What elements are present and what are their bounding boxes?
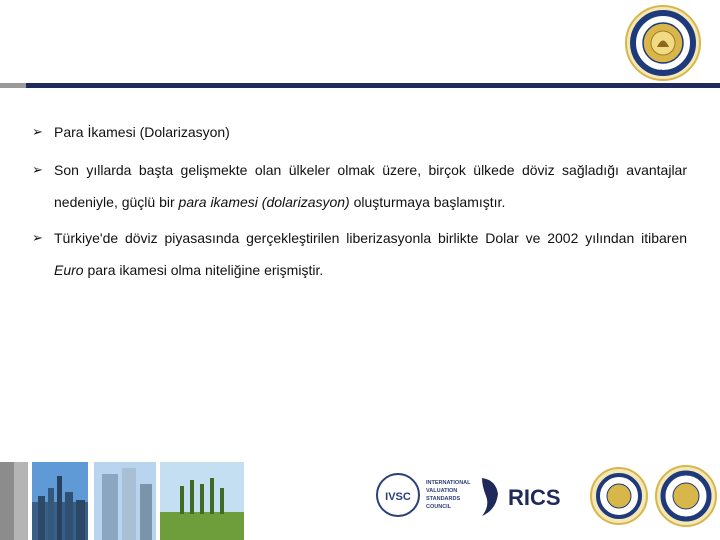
- header-rule-grey: [0, 83, 26, 88]
- bullet-segment: para ikamesi olma niteliğine erişmiştir.: [83, 262, 324, 278]
- city-skyline-photo: [32, 462, 88, 540]
- bullet-text: [54, 116, 687, 148]
- bullet-segment: oluşturmaya başlamıştır.: [349, 194, 506, 210]
- bullet-item: [32, 116, 687, 148]
- footer-bar-light: [14, 462, 28, 540]
- bullet-item: [32, 222, 687, 286]
- ankara-university-seal-icon: [624, 4, 702, 82]
- rics-wordmark: RICS: [508, 485, 561, 510]
- ivsc-abbr: IVSC: [385, 491, 411, 503]
- arrow-bullet-icon: ➢: [32, 124, 43, 139]
- arrow-bullet-icon: ➢: [32, 230, 43, 245]
- bullet-text: [54, 222, 687, 286]
- ivsc-line: VALUATION: [426, 488, 458, 494]
- arrow-bullet-icon: ➢: [32, 162, 43, 177]
- ivsc-logo-icon: [377, 474, 471, 516]
- footer-logo-strip: [368, 462, 720, 540]
- bullet-segment: Türkiye'de döviz piyasasında gerçekleştirilen liberizasyonla birlikte Dolar ve 2002 yılından itibaren: [54, 230, 687, 246]
- university-seal-icon: [591, 468, 647, 524]
- rics-logo-icon: [482, 478, 561, 516]
- ivsc-line: COUNCIL: [426, 504, 452, 510]
- bullet-segment-italic: para ikamesi (dolarizasyon): [178, 194, 350, 210]
- bullet-segment: Para İkamesi (Dolarizasyon): [54, 124, 230, 140]
- bullet-segment-italic: Euro: [54, 262, 84, 278]
- bullet-item: [32, 154, 687, 218]
- ankara-university-seal-icon: [656, 466, 716, 526]
- countryside-photo: [160, 462, 244, 540]
- ivsc-line: STANDARDS: [426, 496, 461, 502]
- header-rule-navy: [26, 83, 720, 88]
- bullet-segment: Son yıllarda başta gelişmekte olan ülkeler olmak üzere, birçok ülkede döviz sağladığı avantajlar nedeniyle, güçlü bir: [54, 162, 687, 210]
- office-towers-photo: [94, 462, 156, 540]
- bullet-text: [54, 154, 687, 218]
- slide-content: [32, 110, 687, 286]
- ivsc-line: INTERNATIONAL: [426, 480, 471, 486]
- footer-bar-dark: [0, 462, 14, 540]
- svg-text:1946: 1946: [656, 70, 670, 76]
